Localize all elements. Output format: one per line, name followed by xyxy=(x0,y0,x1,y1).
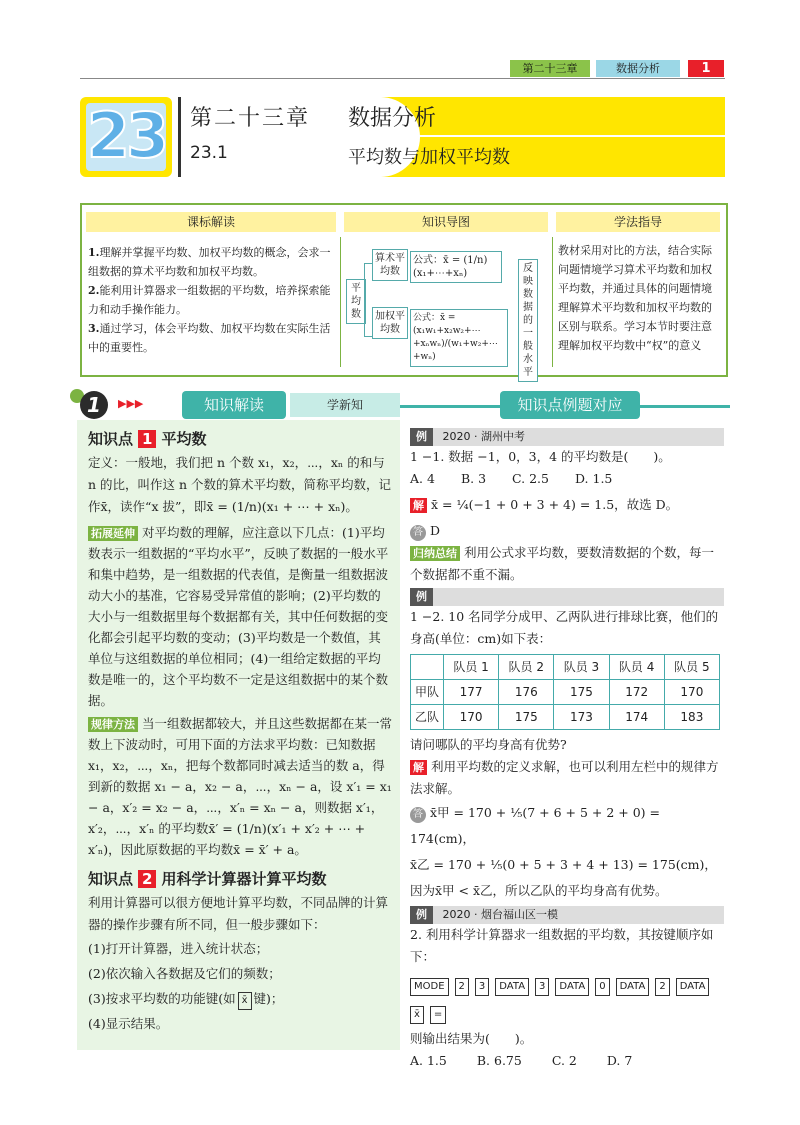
example3-header: 例 2020 · 烟台福山区一模 xyxy=(410,906,724,924)
example3-ask: 则输出结果为( )。 xyxy=(410,1031,533,1046)
overview-goals xyxy=(88,243,334,357)
left-column-content xyxy=(88,428,392,1036)
section-right-title: 知识点例题对应 xyxy=(500,391,640,419)
overview-guide: 教材采用对比的方法，结合实际问题情境学习算术平均数和加权平均数，并通过具体的问题情境理解算术平均数和加权平均数的区别与联系。学习本节时要注意理解加权平均数中“权”的意义 xyxy=(558,244,712,352)
table-row: 队员 1 队员 2 队员 3 队员 4 队员 5 xyxy=(411,655,720,680)
example2-header: 例 xyxy=(410,588,724,606)
map-formula-1: 公式：x̄ = (1/n)(x₁+⋯+xₙ) xyxy=(410,251,502,283)
kp1-definition: 定义：一般地，我们把 n 个数 x₁，x₂，⋯，xₙ 的和与 n 的比，叫作这 n 个数的算术平均数，简称平均数，记作x̄，读作“x 拔”，即x̄ = (1/n)(x₁ + ⋯ + xₙ)。 xyxy=(88,455,392,514)
chapter-banner xyxy=(80,97,725,177)
goal-item: 3.通过学习，体会平均数、加权平均数在实际生活中的重要性。 xyxy=(88,322,331,354)
goal-item: 1.理解并掌握平均数、加权平均数的概念，会求一组数据的算术平均数和加权平均数。 xyxy=(88,246,331,278)
header-topic-tab: 数据分析 xyxy=(596,60,680,77)
goal-item: 2.能利用计算器求一组数据的平均数，培养探索能力和动手操作能力。 xyxy=(88,284,331,316)
section-left-title: 知识解读 xyxy=(182,391,286,419)
overview-col2-title: 知识导图 xyxy=(344,212,548,232)
example3-question: 2. 利用科学计算器求一组数据的平均数，其按键顺序如下： xyxy=(410,927,714,964)
section-number-circle: 1 xyxy=(80,391,108,419)
map-conclusion: 反映数据的一般水平 xyxy=(518,259,538,382)
arrows-icon: ▶▶▶ xyxy=(118,397,144,410)
section-bar xyxy=(70,385,725,419)
header-chapter-tab: 第二十三章 xyxy=(510,60,590,77)
chapter-number-badge xyxy=(80,97,172,177)
map-node-weighted: 加权平均数 xyxy=(372,307,408,339)
chapter-number: 23 xyxy=(86,99,166,172)
example2-ask: 请问哪队的平均身高有优势? xyxy=(410,737,567,752)
example1-answer: 答 D xyxy=(410,520,724,542)
key-sequence-2: x̄ = xyxy=(410,1002,724,1024)
right-column xyxy=(410,428,724,1072)
step-item: (2)依次输入各数据及它们的频数； xyxy=(88,966,281,981)
chapter-title: 第二十三章 xyxy=(190,106,311,131)
section-sub: 学新知 xyxy=(290,393,400,417)
example2-solution: 解 利用平均数的定义求解，也可以利用左栏中的规律方法求解。 xyxy=(410,759,719,796)
rule-block: 规律方法 当一组数据都较大，并且这些数据都在某一常数上下波动时，可用下面的方法求平均数：已知数据 x₁，x₂，⋯，xₙ，把每个数都同时减去适当的数 a，得到新的数据 x₁ − a，x₂ − a，⋯，xₙ − a，设 x′₁ = x₁ − a，x′₂ = x₂ − a，⋯，x′ₙ = xₙ − a，则数据 x′₁，x′₂，⋯，x′ₙ 的平均数x̄′ = (1/n)(x′₁ + x′₂ + ⋯ + x′ₙ)，因此原数据的平均数x̄ = x̄′ + a。 xyxy=(88,716,392,857)
example1-question: 1 −1. 数据 −1，0，3，4 的平均数是( )。 xyxy=(410,449,671,464)
section-number: 23.1 xyxy=(190,143,228,163)
kp2-heading: 知识点 2 用科学计算器计算平均数 xyxy=(88,870,327,888)
overview-col1-title: 课标解读 xyxy=(86,212,336,232)
table-row: 甲队 177 176 175 172 170 xyxy=(411,680,720,705)
kp1-heading: 知识点 1 平均数 xyxy=(88,430,207,448)
example1-header: 例 2020 · 湖州中考 xyxy=(410,428,724,446)
map-node-arith: 算术平均数 xyxy=(372,249,408,281)
knowledge-map xyxy=(344,241,548,378)
example3-options: A. 1.5 B. 6.75 C. 2 D. 7 xyxy=(410,1053,633,1068)
key-sequence: MODE 2 3 DATA 3 DATA 0 DATA 2 DATA xyxy=(410,974,724,996)
map-root: 平均数 xyxy=(346,279,366,324)
extension-tag: 拓展延伸 xyxy=(88,526,138,541)
step-item: (4)显示结果。 xyxy=(88,1016,169,1031)
example2-answer: 答 x̄甲 = 170 + ⅕(7 + 6 + 5 + 2 + 0) = 174(cm)， x̄乙 = 170 + ⅕(0 + 5 + 3 + 4 + 13) = 175(cm)， 因为x̄甲 < x̄乙，所以乙队的平均身高有优势。 xyxy=(410,805,717,898)
example2-question: 1 −2. 10 名同学分成甲、乙两队进行排球比赛，他们的身高(单位：cm)如下表： xyxy=(410,609,719,646)
kp2-intro: 利用计算器可以很方便地计算平均数，不同品牌的计算器的操作步骤有所不同，但一般步骤如下： xyxy=(88,895,389,932)
table-row: 乙队 170 175 173 174 183 xyxy=(411,705,720,730)
page-number: 1 xyxy=(688,60,724,77)
map-formula-2: 公式：x̄ = (x₁w₁+x₂w₂+⋯+xₙwₙ)/(w₁+w₂+⋯+wₙ) xyxy=(410,309,508,367)
step-item: (1)打开计算器，进入统计状态； xyxy=(88,941,269,956)
overview-box xyxy=(80,203,728,377)
overview-col3-title: 学法指导 xyxy=(556,212,720,232)
kp2-number: 2 xyxy=(138,870,156,888)
header-rule xyxy=(80,78,725,79)
step-item: (3)按求平均数的功能键(如 x̄ 键)； xyxy=(88,986,392,1011)
example1-options: A. 4 B. 3 C. 2.5 D. 1.5 xyxy=(410,471,613,486)
mean-key: x̄ xyxy=(238,992,252,1010)
section-title: 平均数与加权平均数 xyxy=(348,147,510,168)
example1-summary: 归纳总结 利用公式求平均数，要数清数据的个数，每一个数据都不重不漏。 xyxy=(410,545,714,582)
extension-block: 拓展延伸 对平均数的理解，应注意以下几点：(1)平均数表示一组数据的“平均水平”，反映了数据的一般水平和集中趋势，是一组数据的代表值，是衡量一组数据波动大小的基准，它容易受异常值的影响；(2)平均数的大小与一组数据里每个数据都有关，其中任何数据的变化都会引起平均数的变动；(3)平均数是一个数值，其单位与这组数据的单位相同；(4)一组给定数据的平均数是唯一的，这个平均数不一定是这组数据中的某个数据。 xyxy=(88,525,389,708)
height-table xyxy=(410,654,720,730)
rule-tag: 规律方法 xyxy=(88,717,138,732)
kp2-steps xyxy=(88,936,392,1036)
example1-solution: 解 x̄ = ¼(−1 + 0 + 3 + 4) = 1.5，故选 D。 xyxy=(410,494,724,516)
chapter-topic: 数据分析 xyxy=(348,106,437,131)
kp1-number: 1 xyxy=(138,430,156,448)
